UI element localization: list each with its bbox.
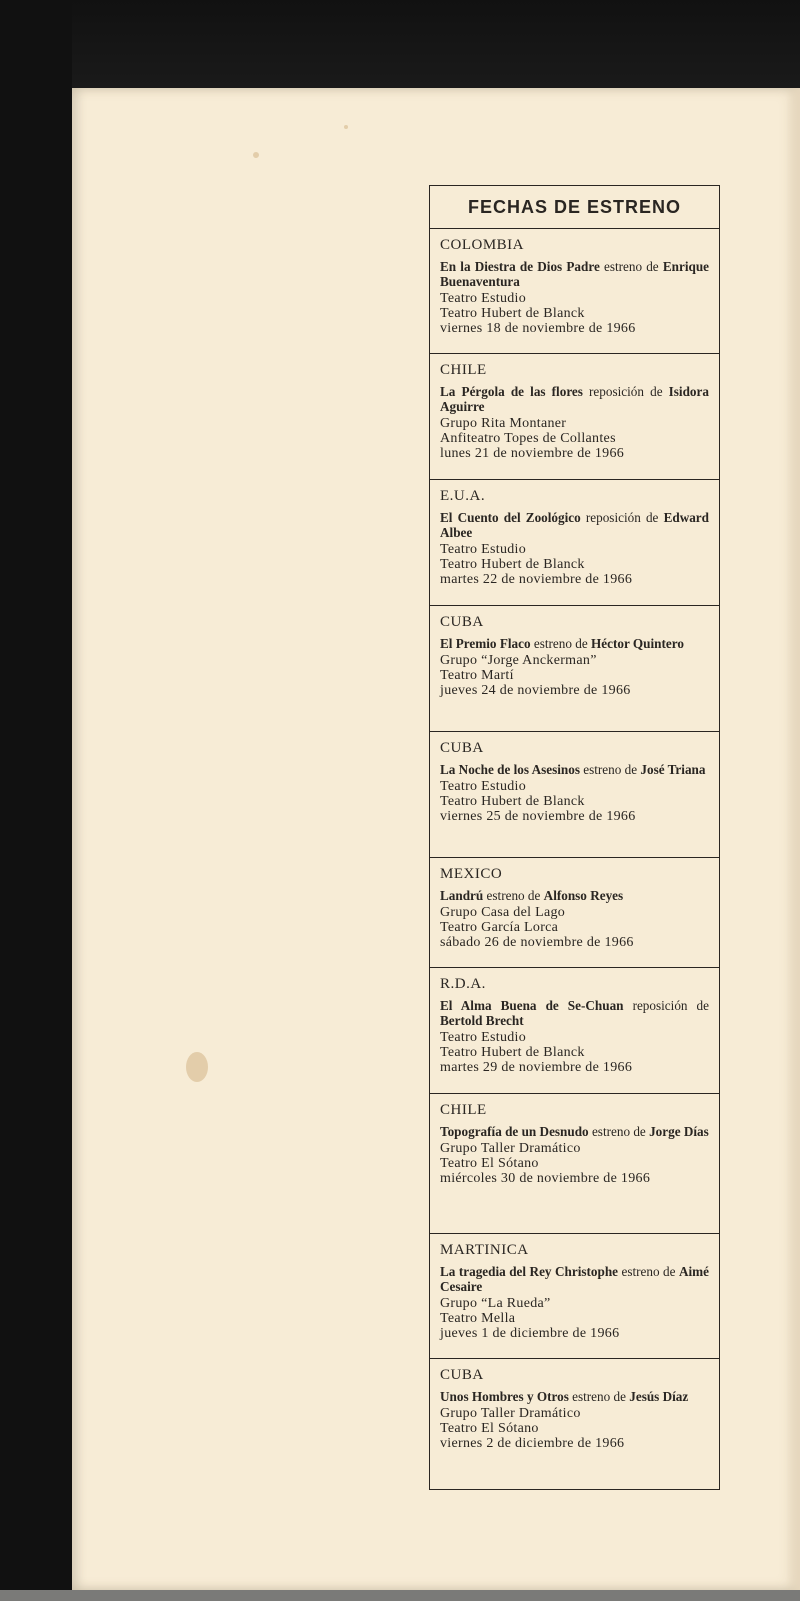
entry-country: CHILE (440, 1102, 487, 1118)
entry-date: martes 22 de noviembre de 1966 (440, 572, 633, 587)
schedule-entry (430, 229, 719, 354)
play-title: La Pérgola de las flores (440, 384, 583, 399)
play-connector: estreno de (579, 762, 641, 777)
play-connector: estreno de (568, 1389, 630, 1404)
play-author: Jesús Díaz (629, 1389, 689, 1404)
entry-play (440, 998, 709, 1028)
entry-group: Grupo “La Rueda” (440, 1296, 551, 1311)
play-title: La Noche de los Asesinos (440, 762, 580, 777)
entry-date: jueves 1 de diciembre de 1966 (440, 1326, 620, 1341)
play-author: Alfonso Reyes (543, 888, 624, 903)
schedule-entry (430, 732, 719, 858)
play-title: Topografía de un Desnudo (440, 1124, 589, 1139)
scan-background-bottom (0, 1590, 800, 1601)
schedule-entry (430, 1359, 719, 1487)
play-author: Héctor Quintero (591, 636, 684, 651)
paper-stain (186, 1052, 208, 1082)
entry-group: Teatro Estudio (440, 779, 527, 794)
schedule-entry (430, 858, 719, 968)
entry-date: miércoles 30 de noviembre de 1966 (440, 1171, 651, 1186)
entry-date: lunes 21 de noviembre de 1966 (440, 446, 625, 461)
entry-play (440, 888, 709, 903)
play-author: Bertold Brecht (440, 1013, 524, 1028)
entry-country: MEXICO (440, 866, 503, 882)
entry-venue: Teatro García Lorca (440, 920, 559, 935)
play-title: El Cuento del Zoológico (440, 510, 581, 525)
schedule-title: FECHAS DE ESTRENO (430, 186, 719, 229)
entry-venue: Teatro El Sótano (440, 1421, 539, 1436)
entry-country: MARTINICA (440, 1242, 529, 1258)
play-connector: reposición de (582, 384, 669, 399)
play-author: Aimé Cesaire (440, 1264, 710, 1294)
play-title: El Alma Buena de Se-Chuan (440, 998, 624, 1013)
entry-venue: Teatro Hubert de Blanck (440, 1045, 585, 1060)
entry-country: R.D.A. (440, 976, 486, 992)
play-author: Edward Albee (440, 510, 709, 540)
play-connector: estreno de (588, 1124, 650, 1139)
schedule-entry (430, 480, 719, 606)
entry-date: sábado 26 de noviembre de 1966 (440, 935, 634, 950)
entry-date: viernes 25 de noviembre de 1966 (440, 809, 636, 824)
entry-play (440, 762, 709, 777)
entry-date: martes 29 de noviembre de 1966 (440, 1060, 633, 1075)
play-title: En la Diestra de Dios Padre (440, 259, 600, 274)
entry-venue: Anfiteatro Topes de Collantes (440, 431, 616, 446)
scan-background-top (0, 0, 800, 88)
schedule-entry (430, 1234, 719, 1359)
play-title: Unos Hombres y Otros (440, 1389, 569, 1404)
entry-country: E.U.A. (440, 488, 486, 504)
play-author: Jorge Días (649, 1124, 709, 1139)
entry-country: COLOMBIA (440, 237, 525, 253)
play-connector: reposición de (623, 998, 709, 1013)
entry-play (440, 1389, 709, 1404)
entry-play (440, 510, 709, 540)
entry-group: Teatro Estudio (440, 542, 527, 557)
entry-play (440, 1124, 709, 1139)
entry-play (440, 384, 709, 414)
entry-group: Grupo Casa del Lago (440, 905, 566, 920)
entry-group: Teatro Estudio (440, 291, 527, 306)
entry-group: Grupo “Jorge Anckerman” (440, 653, 597, 668)
play-connector: estreno de (599, 259, 663, 274)
entry-country: CUBA (440, 614, 484, 630)
play-connector: estreno de (618, 1264, 679, 1279)
entry-venue: Teatro Mella (440, 1311, 516, 1326)
play-title: El Premio Flaco (440, 636, 531, 651)
play-author: Isidora Aguirre (440, 384, 709, 414)
paper-stain (344, 125, 348, 129)
entry-country: CHILE (440, 362, 487, 378)
entry-date: viernes 2 de diciembre de 1966 (440, 1436, 625, 1451)
play-title: La tragedia del Rey Christophe (440, 1264, 619, 1279)
entry-venue: Teatro Hubert de Blanck (440, 306, 585, 321)
schedule-entry (430, 1094, 719, 1234)
entry-venue: Teatro Martí (440, 668, 514, 683)
entry-group: Teatro Estudio (440, 1030, 527, 1045)
entry-country: CUBA (440, 1367, 484, 1383)
entry-country: CUBA (440, 740, 484, 756)
entry-date: viernes 18 de noviembre de 1966 (440, 321, 636, 336)
entry-group: Grupo Taller Dramático (440, 1406, 581, 1421)
entry-date: jueves 24 de noviembre de 1966 (440, 683, 631, 698)
premiere-schedule-box (429, 185, 720, 1490)
paper-stain (253, 152, 259, 158)
entry-venue: Teatro Hubert de Blanck (440, 794, 585, 809)
scan-background-left (0, 0, 72, 1601)
play-connector: estreno de (483, 888, 544, 903)
play-author: Enrique Buenaventura (440, 259, 710, 289)
entry-group: Grupo Rita Montaner (440, 416, 567, 431)
play-title: Landrú (440, 888, 484, 903)
schedule-entry (430, 968, 719, 1094)
play-author: José Triana (640, 762, 706, 777)
entry-venue: Teatro El Sótano (440, 1156, 539, 1171)
entry-play (440, 1264, 709, 1294)
play-connector: estreno de (530, 636, 592, 651)
entry-play (440, 259, 709, 289)
play-connector: reposición de (580, 510, 664, 525)
entry-venue: Teatro Hubert de Blanck (440, 557, 585, 572)
schedule-entry (430, 606, 719, 732)
entry-play (440, 636, 709, 651)
schedule-entry (430, 354, 719, 480)
entry-group: Grupo Taller Dramático (440, 1141, 581, 1156)
paper-edge (786, 88, 800, 1590)
